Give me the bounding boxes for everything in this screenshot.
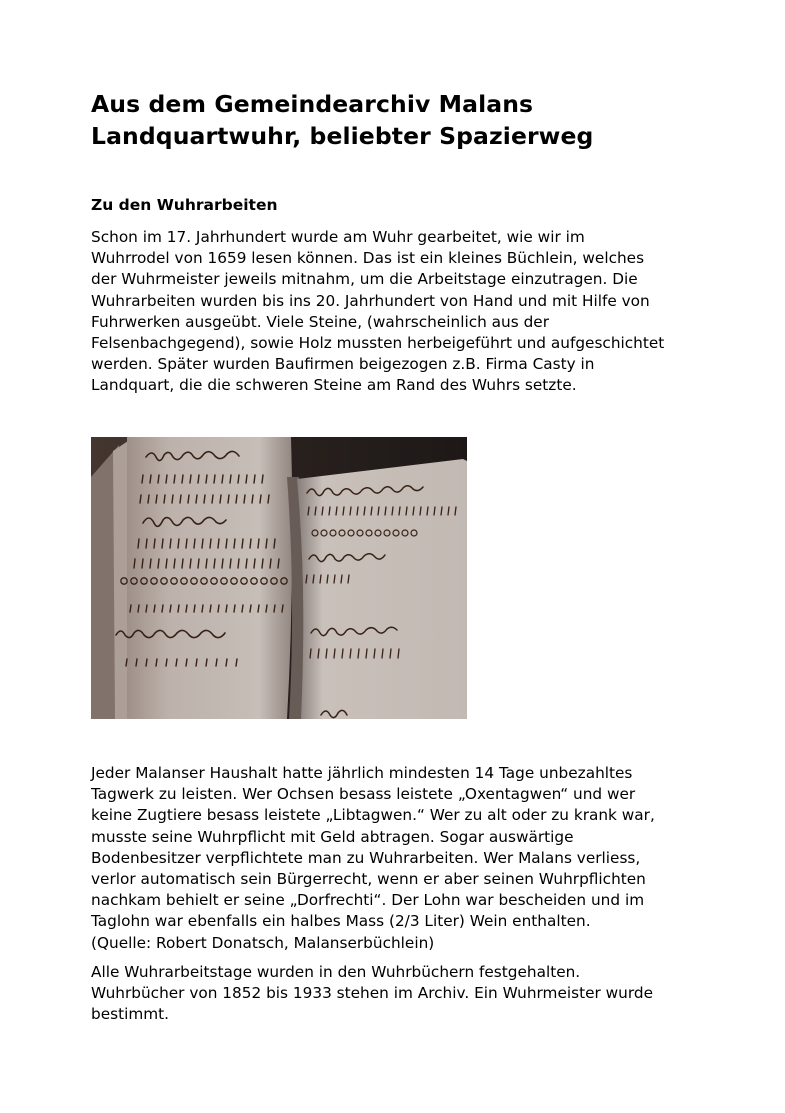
- open-ledger-book-photo-icon: [91, 437, 467, 719]
- document-page: [91, 88, 701, 1024]
- title-line-2: Landquartwuhr, beliebter Spazierweg: [91, 122, 594, 150]
- paragraph-archive: [91, 962, 701, 1026]
- text-line: bestimmt.: [91, 1005, 170, 1024]
- text-line: Jeder Malanser Haushalt hatte jährlich mindesten 14 Tage unbezahltes: [91, 764, 633, 782]
- text-line: keine Zugtiere besass leistete „Libtagwen.“ Wer zu alt oder zu krank war,: [91, 806, 655, 825]
- text-line: (Quelle: Robert Donatsch, Malanserbüchlein): [91, 933, 435, 952]
- section-heading: Zu den Wuhrarbeiten: [91, 196, 278, 214]
- text-line: Alle Wuhrarbeitstage wurden in den Wuhrbüchern festgehalten.: [91, 963, 581, 981]
- text-line: Wuhrbücher von 1852 bis 1933 stehen im Archiv. Ein Wuhrmeister wurde: [91, 984, 653, 1003]
- text-line: nachkam behielt er seine „Dorfrechti“. Der Lohn war bescheiden und im: [91, 891, 645, 910]
- text-line: Wuhrrodel von 1659 lesen können. Das ist ein kleines Büchlein, welches: [91, 249, 645, 268]
- text-line: Tagwerk zu leisten. Wer Ochsen besass leistete „Oxentagwen“ und wer: [91, 785, 636, 804]
- text-line: Taglohn war ebenfalls ein halbes Mass (2/3 Liter) Wein enthalten.: [91, 912, 591, 931]
- text-line: Wuhrarbeiten wurden bis ins 20. Jahrhundert von Hand und mit Hilfe von: [91, 291, 650, 310]
- text-line: Bodenbesitzer verpflichtete man zu Wuhrarbeiten. Wer Malans verliess,: [91, 848, 641, 867]
- text-line: Felsenbachgegend), sowie Holz mussten herbeigeführt und aufgeschichtet: [91, 334, 665, 353]
- paragraph-intro: [91, 227, 701, 397]
- text-line: der Wuhrmeister jeweils mitnahm, um die Arbeitstage einzutragen. Die: [91, 270, 638, 289]
- title-line-1: Aus dem Gemeindearchiv Malans: [91, 90, 534, 118]
- text-line: musste seine Wuhrpflicht mit Geld abtragen. Sogar auswärtige: [91, 827, 574, 846]
- document-title: [91, 88, 701, 152]
- text-line: Fuhrwerken ausgeübt. Viele Steine, (wahrscheinlich aus der: [91, 312, 549, 331]
- text-line: Schon im 17. Jahrhundert wurde am Wuhr gearbeitet, wie wir im: [91, 228, 585, 246]
- text-line: Landquart, die die schweren Steine am Rand des Wuhrs setzte.: [91, 376, 577, 395]
- ledger-photo: [91, 437, 467, 719]
- text-line: werden. Später wurden Baufirmen beigezogen z.B. Firma Casty in: [91, 355, 595, 374]
- text-line: verlor automatisch sein Bürgerrecht, wenn er aber seinen Wuhrpflichten: [91, 870, 646, 889]
- paragraph-tagwerk: [91, 763, 701, 954]
